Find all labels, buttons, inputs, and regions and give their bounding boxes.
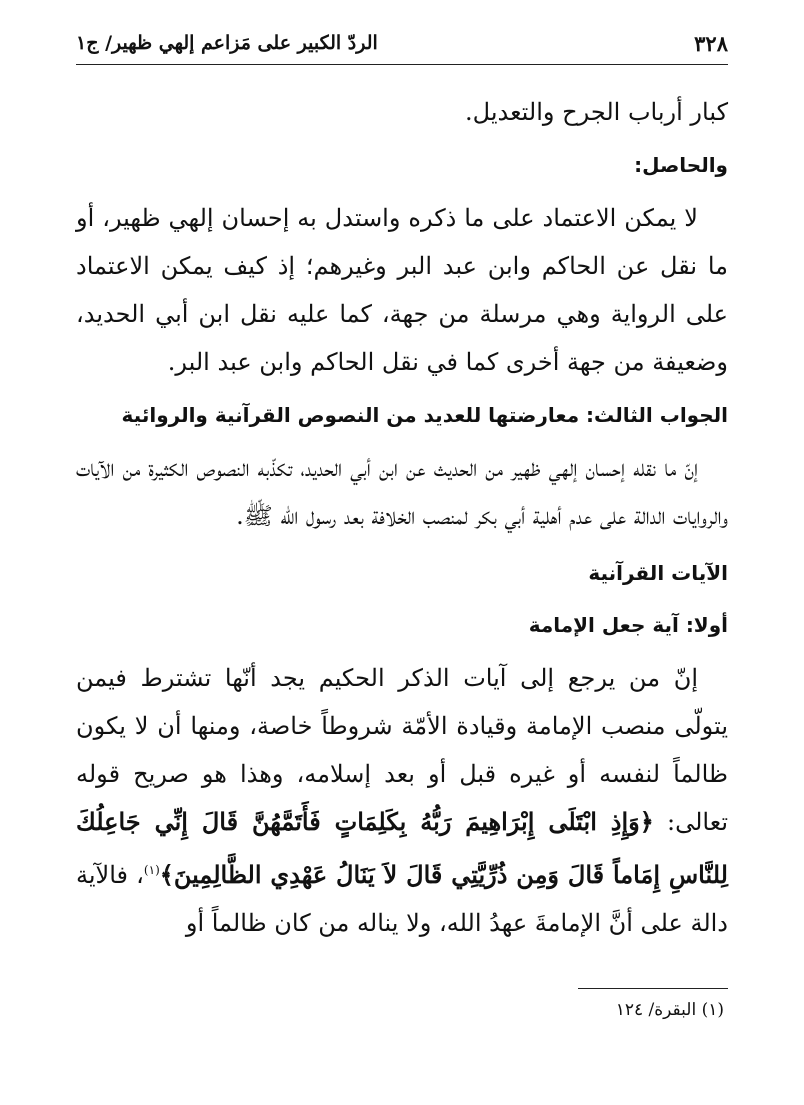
- footnote: (١) البقرة/ ١٢٤: [615, 1000, 724, 1020]
- paragraph-4-conclusion: ، فالآية دالة على أنَّ الإمامةَ عهدُ الله، ولا يناله من كان ظالماً أو: [76, 861, 728, 937]
- running-title: الردّ الكبير على مَزاعم إلهي ظهير/ ج١: [76, 32, 378, 54]
- paragraph-2: لا يمكن الاعتماد على ما ذكره واستدل به إحسان إلهي ظهير، أو ما نقل عن الحاكم وابن عبد البر وغيرهم؛ إذ كيف يمكن الاعتماد على الرواية وهي مرسلة من جهة، كما عليه نقل ابن أبي الحديد، وضعيفة من جهة أخرى كما في نقل الحاكم وابن عبد البر.: [76, 204, 728, 376]
- heading-third-answer-label: الجواب الثالث:: [586, 403, 728, 427]
- paragraph-3: إنّ ما نقله إحسان إلهي ظهير من الحديث عن ابن أبي الحديد، تكذّبه النصوص الكثيرة من الآيات والروايات الدالة على عدم أهلية أبي بكر لمنصب الخلافة بعد رسول الله ﷺ.: [76, 454, 728, 530]
- heading-quranic-verses: الآيات القرآنية: [588, 561, 728, 585]
- heading-third-answer-text: معارضتها للعديد من النصوص القرآنية والروائية: [121, 403, 580, 427]
- footnote-reference: (١): [143, 863, 160, 877]
- heading-hasil: والحاصل:: [634, 153, 728, 177]
- heading-first: [76, 602, 728, 648]
- heading-first-label: أولا:: [685, 613, 728, 637]
- paragraph-4: [76, 654, 728, 947]
- heading-third-answer: [76, 392, 728, 438]
- paragraph-1: كبار أرباب الجرح والتعديل.: [465, 98, 728, 126]
- footnote-divider: [578, 988, 728, 989]
- page-header: [76, 22, 728, 65]
- heading-first-text: آية جعل الإمامة: [528, 613, 679, 637]
- paragraph-4-intro: إنّ من يرجع إلى آيات الذكر الحكيم يجد أنّها تشترط فيمن يتولّى منصب الإمامة وقيادة الأمّة شروطاً خاصة، ومنها أن لا يكون ظالماً لنفسه أو غيره قبل أو بعد إسلامه، وهذا هو صريح قوله تعالى:: [76, 664, 729, 836]
- page-number: ٣٢٨: [694, 30, 728, 56]
- quran-verse: ﴿وَإِذِ ابْتَلَى إِبْرَاهِيمَ رَبُّهُ بِكَلِمَاتٍ فَأَتَمَّهُنَّ قَالَ إِنِّي جَاعِلُكَ لِلنَّاسِ إِمَاماً قَالَ وَمِن ذُرِّيَّتِي قَالَ لاَ يَنَالُ عَهْدِي الظَّالِمِينَ﴾: [76, 807, 728, 889]
- page-body: [76, 88, 728, 947]
